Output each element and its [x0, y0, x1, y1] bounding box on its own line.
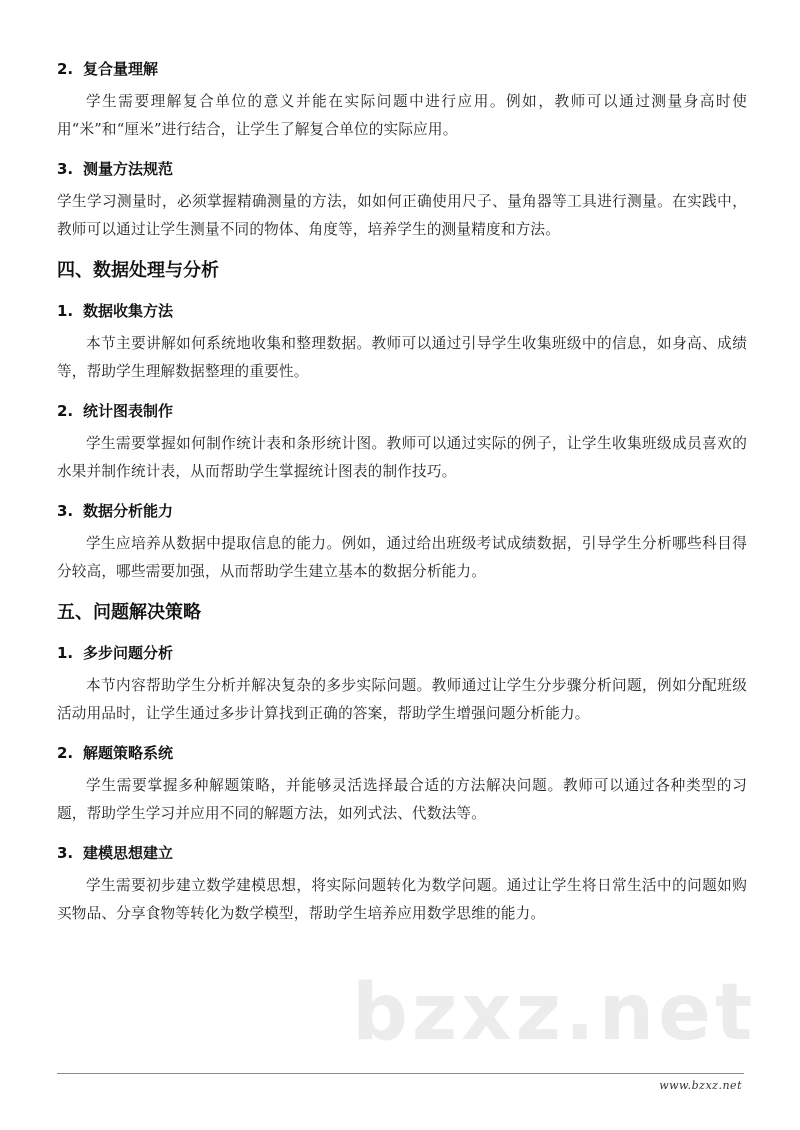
paragraph: 学生学习测量时，必须掌握精确测量的方法，如如何正确使用尺子、量角器等工具进行测量。在实践中，教师可以通过让学生测量不同的物体、角度等，培养学生的测量精度和方法。 — [57, 193, 747, 238]
paragraph: 学生需要掌握如何制作统计表和条形统计图。教师可以通过实际的例子，让学生收集班级成员喜欢的水果并制作统计表，从而帮助学生掌握统计图表的制作技巧。 — [57, 435, 747, 480]
watermark: bzxz.net — [352, 968, 757, 1058]
subsection-heading: 3. 测量方法规范 — [57, 160, 174, 178]
section-problem-solving — [57, 600, 747, 928]
footer-url: www.bzxz.net — [659, 1079, 742, 1092]
subsection-heading: 2. 复合量理解 — [57, 60, 159, 78]
subsection-heading: 2. 统计图表制作 — [57, 402, 174, 420]
section-data-processing — [57, 258, 747, 586]
section-heading: 四、数据处理与分析 — [57, 260, 219, 281]
paragraph: 本节内容帮助学生分析并解决复杂的多步实际问题。教师通过让学生分步骤分析问题，例如分配班级活动用品时，让学生通过多步计算找到正确的答案，帮助学生增强问题分析能力。 — [57, 677, 747, 722]
subsection-heading: 3. 建模思想建立 — [57, 844, 174, 862]
paragraph: 学生应培养从数据中提取信息的能力。例如，通过给出班级考试成绩数据，引导学生分析哪些科目得分较高，哪些需要加强，从而帮助学生建立基本的数据分析能力。 — [57, 535, 747, 580]
paragraph: 本节主要讲解如何系统地收集和整理数据。教师可以通过引导学生收集班级中的信息，如身高、成绩等，帮助学生理解数据整理的重要性。 — [57, 335, 747, 380]
document-page — [57, 58, 747, 942]
section-continued — [57, 58, 747, 244]
subsection-heading: 1. 数据收集方法 — [57, 302, 174, 320]
subsection-heading: 3. 数据分析能力 — [57, 502, 174, 520]
paragraph: 学生需要掌握多种解题策略，并能够灵活选择最合适的方法解决问题。教师可以通过各种类型的习题，帮助学生学习并应用不同的解题方法，如列式法、代数法等。 — [57, 777, 747, 822]
paragraph: 学生需要理解复合单位的意义并能在实际问题中进行应用。例如，教师可以通过测量身高时使用“米”和“厘米”进行结合，让学生了解复合单位的实际应用。 — [57, 93, 747, 138]
subsection-heading: 1. 多步问题分析 — [57, 644, 174, 662]
paragraph: 学生需要初步建立数学建模思想，将实际问题转化为数学问题。通过让学生将日常生活中的问题如购买物品、分享食物等转化为数学模型，帮助学生培养应用数学思维的能力。 — [57, 877, 747, 922]
section-heading: 五、问题解决策略 — [57, 602, 201, 623]
footer-divider — [57, 1073, 744, 1074]
subsection-heading: 2. 解题策略系统 — [57, 744, 174, 762]
